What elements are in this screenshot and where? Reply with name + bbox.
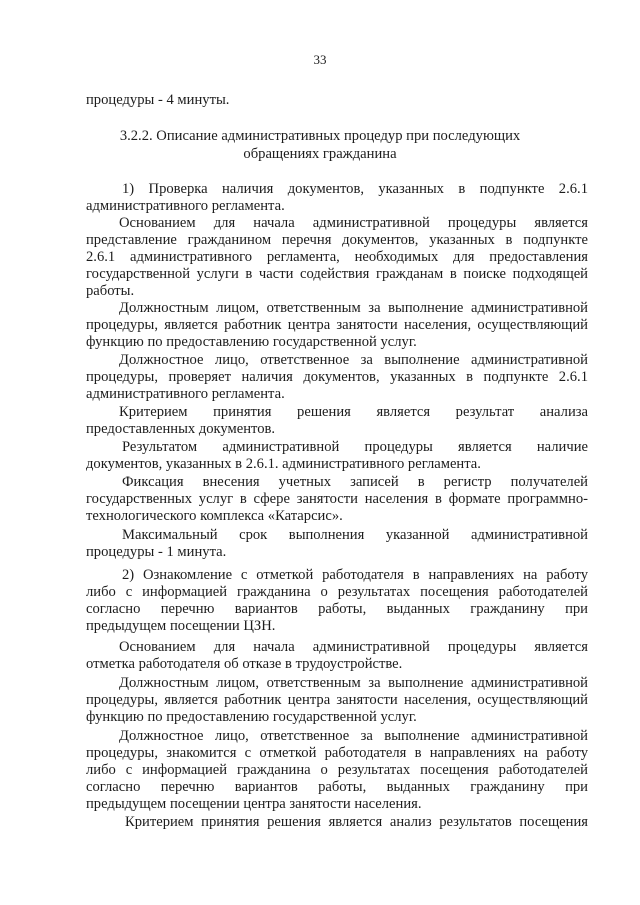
text-line: Максимальный срок выполнения указанной административной: [122, 527, 588, 543]
section-heading-line-2: обращениях гражданина: [243, 146, 397, 162]
section-heading-line-1: 3.2.2. Описание административных процедур при последующих: [119, 128, 521, 144]
text-line: Фиксация внесения учетных записей в регистр получателей: [122, 474, 588, 490]
text-line: документов, указанных в 2.6.1. административного регламента.: [86, 456, 481, 472]
text-line: процедуры, проверяет наличия документов, указанных в подпункте 2.6.1: [86, 369, 588, 385]
text-line: процедуры - 1 минута.: [86, 544, 227, 560]
text-line: государственной услуги в части содействия гражданам в поиске подходящей: [86, 266, 588, 282]
text-line: административного регламента.: [86, 386, 285, 402]
text-line: предыдущем посещении ЦЗН.: [86, 618, 276, 634]
text-line: государственных услуг в сфере занятости населения в формате программно-: [86, 491, 588, 507]
text-line: функцию по предоставлению государственной услуг.: [86, 709, 417, 725]
text-line: процедуры, является работник центра занятости населения, осуществляющий: [86, 317, 588, 333]
text-line: 2.6.1 административного регламента, необходимых для предоставления: [86, 249, 588, 265]
text-line: отметка работодателя об отказе в трудоустройстве.: [86, 656, 403, 672]
text-line: работы.: [86, 283, 135, 299]
text-line: Должностное лицо, ответственное за выполнение административной: [119, 728, 588, 744]
text-line: функцию по предоставлению государственной услуг.: [86, 334, 417, 350]
intro-line: процедуры - 4 минуты.: [86, 92, 230, 108]
text-line: 2) Ознакомление с отметкой работодателя в направлениях на работу: [122, 567, 588, 583]
text-line: Основанием для начала административной процедуры является: [119, 639, 588, 655]
text-line: Должностное лицо, ответственное за выполнение административной: [119, 352, 588, 368]
text-line: либо с информацией гражданина о результатах посещения работодателей: [86, 584, 588, 600]
text-line: Должностным лицом, ответственным за выполнение административной: [119, 300, 588, 316]
text-line: Критерием принятия решения является анализ результатов посещения: [125, 814, 588, 830]
text-line: Основанием для начала административной процедуры является: [119, 215, 588, 231]
text-line: предыдущем посещении центра занятости населения.: [86, 796, 422, 812]
text-line: представление гражданином перечня документов, указанных в подпункте: [86, 232, 588, 248]
page-number: 33: [313, 52, 327, 67]
text-line: Критерием принятия решения является результат анализа: [119, 404, 588, 420]
text-line: 1) Проверка наличия документов, указанных в подпункте 2.6.1: [122, 181, 588, 197]
text-line: административного регламента.: [86, 198, 285, 214]
text-line: либо с информацией гражданина о результатах посещения работодателей: [86, 762, 588, 778]
text-line: согласно перечню вариантов работы, выданных гражданину при: [86, 779, 588, 795]
text-line: предоставленных документов.: [86, 421, 276, 437]
text-line: процедуры, знакомится с отметкой работодателя в направлениях на работу: [86, 745, 588, 761]
text-line: Должностным лицом, ответственным за выполнение административной: [119, 675, 588, 691]
text-line: согласно перечню вариантов работы, выданных гражданину при: [86, 601, 588, 617]
text-line: процедуры, является работник центра занятости населения, осуществляющий: [86, 692, 588, 708]
text-line: технологического комплекса «Катарсис».: [86, 508, 343, 524]
text-line: Результатом административной процедуры является наличие: [122, 439, 588, 455]
